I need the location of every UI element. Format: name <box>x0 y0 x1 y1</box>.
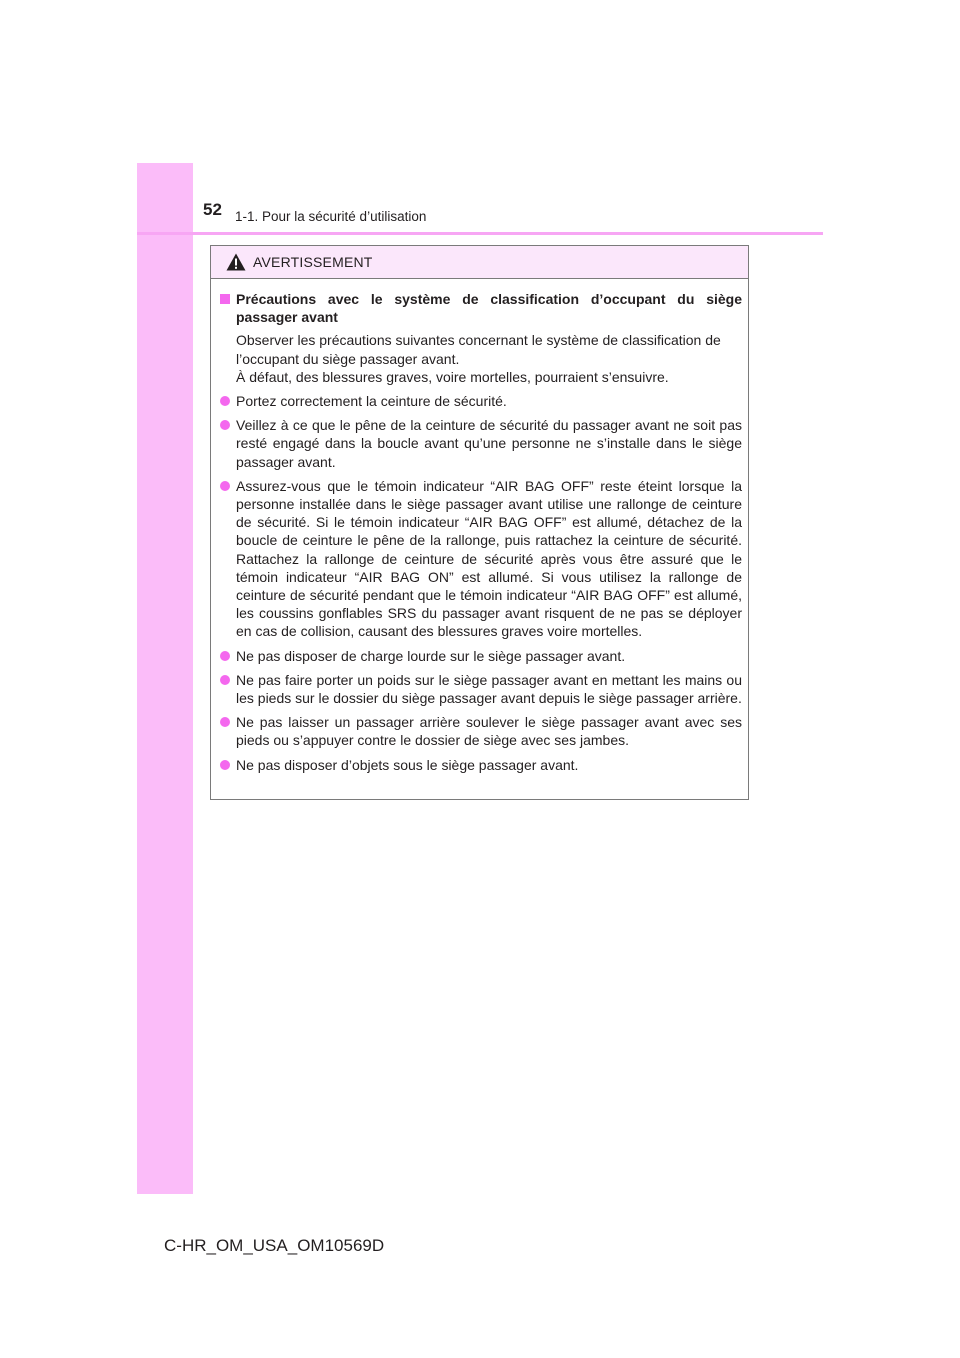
circle-bullet-icon <box>220 420 230 430</box>
list-item-text: Ne pas disposer de charge lourde sur le siège passager avant. <box>236 647 626 664</box>
warning-triangle-icon <box>226 253 246 271</box>
warning-body <box>211 279 748 774</box>
warning-box <box>210 245 749 800</box>
list-item <box>220 713 742 749</box>
list-item-text: Ne pas laisser un passager arrière soulever le siège passager avant avec ses pieds ou s’appuyer contre le dossier de siège avec ses jambes. <box>236 714 742 749</box>
topic-heading <box>220 290 742 326</box>
list-item <box>220 477 742 641</box>
list-item-text: Ne pas faire porter un poids sur le siège passager avant en mettant les mains ou les pieds sur le dossier du siège passager avant depuis le siège passager arrière. <box>236 671 742 707</box>
topic-title: Précautions avec le système de classification d’occupant du siège passager avant <box>236 291 742 326</box>
sidebar-tab <box>137 163 193 1194</box>
list-item-text: Portez correctement la ceinture de sécurité. <box>236 393 507 410</box>
list-item-text: Ne pas disposer d’objets sous le siège passager avant. <box>236 756 579 773</box>
list-item <box>220 756 742 774</box>
circle-bullet-icon <box>220 760 230 770</box>
page-number: 52 <box>203 200 222 219</box>
header-rule <box>137 232 823 235</box>
warning-header <box>211 246 748 279</box>
circle-bullet-icon <box>220 651 230 661</box>
list-item-text: Veillez à ce que le pêne de la ceinture de sécurité du passager avant ne soit pas resté engagé dans la boucle avant qu’une personne ne s’installe dans le siège passager avant. <box>236 417 742 470</box>
intro-text <box>236 331 742 386</box>
intro-line: À défaut, des blessures graves, voire mortelles, pourraient s’ensuivre. <box>236 368 669 385</box>
list-item <box>220 671 742 707</box>
intro-line: Observer les précautions suivantes concernant le système de classification de l’occupant du siège passager avant. <box>236 332 721 367</box>
list-item <box>220 416 742 471</box>
section-title: 1-1. Pour la sécurité d’utilisation <box>235 209 427 224</box>
document-code: C-HR_OM_USA_OM10569D <box>164 1236 385 1255</box>
list-item <box>220 392 742 410</box>
list-item <box>220 647 742 665</box>
circle-bullet-icon <box>220 481 230 491</box>
circle-bullet-icon <box>220 717 230 727</box>
circle-bullet-icon <box>220 396 230 406</box>
square-bullet-icon <box>220 294 230 304</box>
warning-title: AVERTISSEMENT <box>253 254 373 270</box>
list-item-text: Assurez-vous que le témoin indicateur “AIR BAG OFF” reste éteint lorsque la personne installée dans le siège passager avant utilise une rallonge de ceinture de sécurité. Si le témoin indicateur “AIR BAG OFF” est allumé, détachez de la boucle de ceinture le pêne de la rallonge, puis rattachez la ceinture de sécurité. Rattachez la rallonge de ceinture de sécurité après vous être assuré que le témoin indicateur “AIR BAG ON” est allumé. Si vous utilisez la rallonge de ceinture de sécurité pendant que le témoin indicateur “AIR BAG OFF” est allumé, les coussins gonflables SRS du passager avant risquent de ne pas se déployer en cas de collision, causant des blessures graves voire mortelles. <box>236 477 742 640</box>
circle-bullet-icon <box>220 675 230 685</box>
